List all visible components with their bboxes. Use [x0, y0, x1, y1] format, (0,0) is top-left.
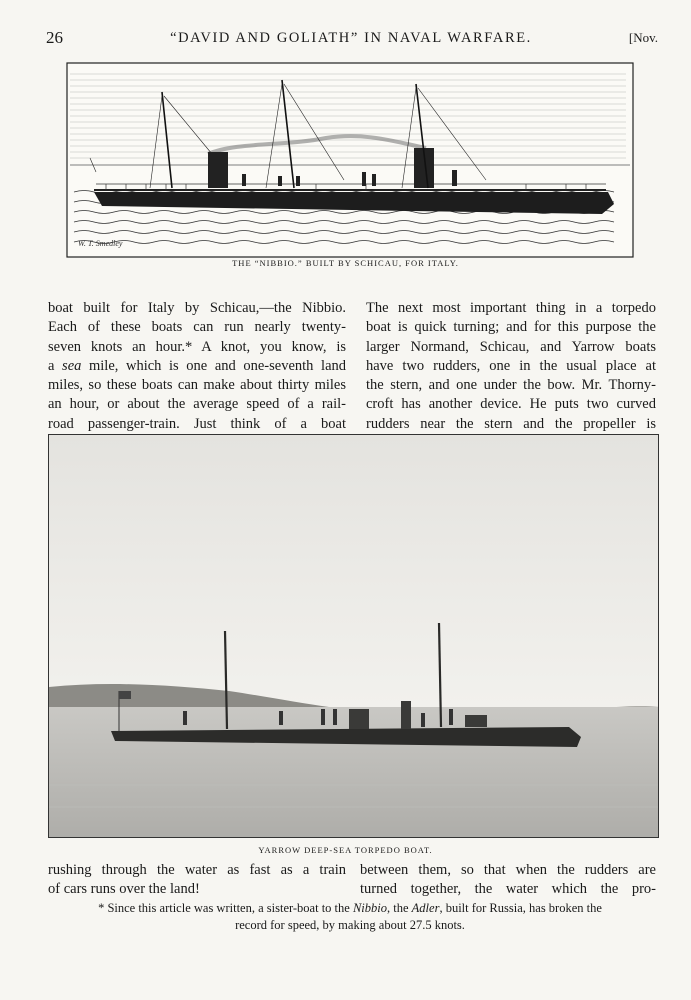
footnote-ship-name: Adler: [411, 901, 440, 915]
issue-month: [Nov.: [628, 30, 658, 45]
text-column-left-top: [48, 299, 346, 434]
text-line: seven knots an hour.* A knot, you know, is: [48, 338, 346, 355]
footnote-text: , the: [387, 901, 412, 915]
footnote-text: , built for Russia, has broken the: [439, 901, 602, 915]
text-line: the stern, and one under the bow. Mr. Thorny-: [366, 377, 656, 394]
running-header: [40, 28, 662, 50]
text-line: have two rudders, one in the usual place at: [366, 357, 656, 374]
footnote-ship-name: Nibbio: [352, 901, 387, 915]
text-line: boat is quick turning; and for this purpose the: [366, 319, 656, 336]
page-number: 26: [46, 28, 63, 47]
figure-caption-yarrow: YARROW DEEP-SEA TORPEDO BOAT.: [258, 845, 433, 855]
text-line: croft has another device. He puts two curved: [366, 396, 656, 413]
text-line: boat built for Italy by Schicau,—the Nibbio.: [48, 300, 346, 316]
text-line: Each of these boats can run nearly twenty-: [48, 319, 346, 336]
text-column-right-top: [366, 299, 656, 434]
figure-caption-nibbio: THE “NIBBIO.” BUILT BY SCHICAU, FOR ITALY.: [232, 258, 459, 268]
text-column-left-bottom: [48, 861, 346, 900]
text-line: miles, so these boats can make about thirty miles: [48, 377, 346, 394]
footnote-line-1: [60, 900, 640, 917]
text-column-right-bottom: [360, 861, 656, 900]
photo-image: [49, 435, 659, 838]
text-line: an hour, or about the average speed of a rail-: [48, 396, 346, 413]
text-line: rushing through the water as fast as a train: [48, 862, 346, 878]
text-line: between them, so that when the rudders are: [360, 862, 656, 878]
artist-signature: W. T. Smedley: [78, 239, 123, 248]
text-line: larger Normand, Schicau, and Yarrow boats: [366, 338, 656, 355]
text-line: rudders near the stern and the propeller is: [366, 415, 656, 432]
text-line: of cars runs over the land!: [48, 881, 200, 898]
running-title: “DAVID AND GOLIATH” IN NAVAL WARFARE.: [170, 30, 532, 46]
text-line: The next most important thing in a torpedo: [366, 300, 656, 316]
footnote-line-2: record for speed, by making about 27.5 knots.: [235, 918, 465, 932]
text-line: a sea mile, which is one and one-seventh land: [48, 357, 346, 374]
yarrow-torpedo-boat-photo: [48, 434, 659, 838]
nibbio-engraving: [66, 62, 634, 258]
text-line: road passenger-train. Just think of a boat: [48, 415, 346, 432]
text-line: turned together, the water which the pro-: [360, 881, 656, 898]
footnote: [60, 900, 640, 934]
footnote-text: * Since this article was written, a sister-boat to the: [98, 901, 353, 915]
